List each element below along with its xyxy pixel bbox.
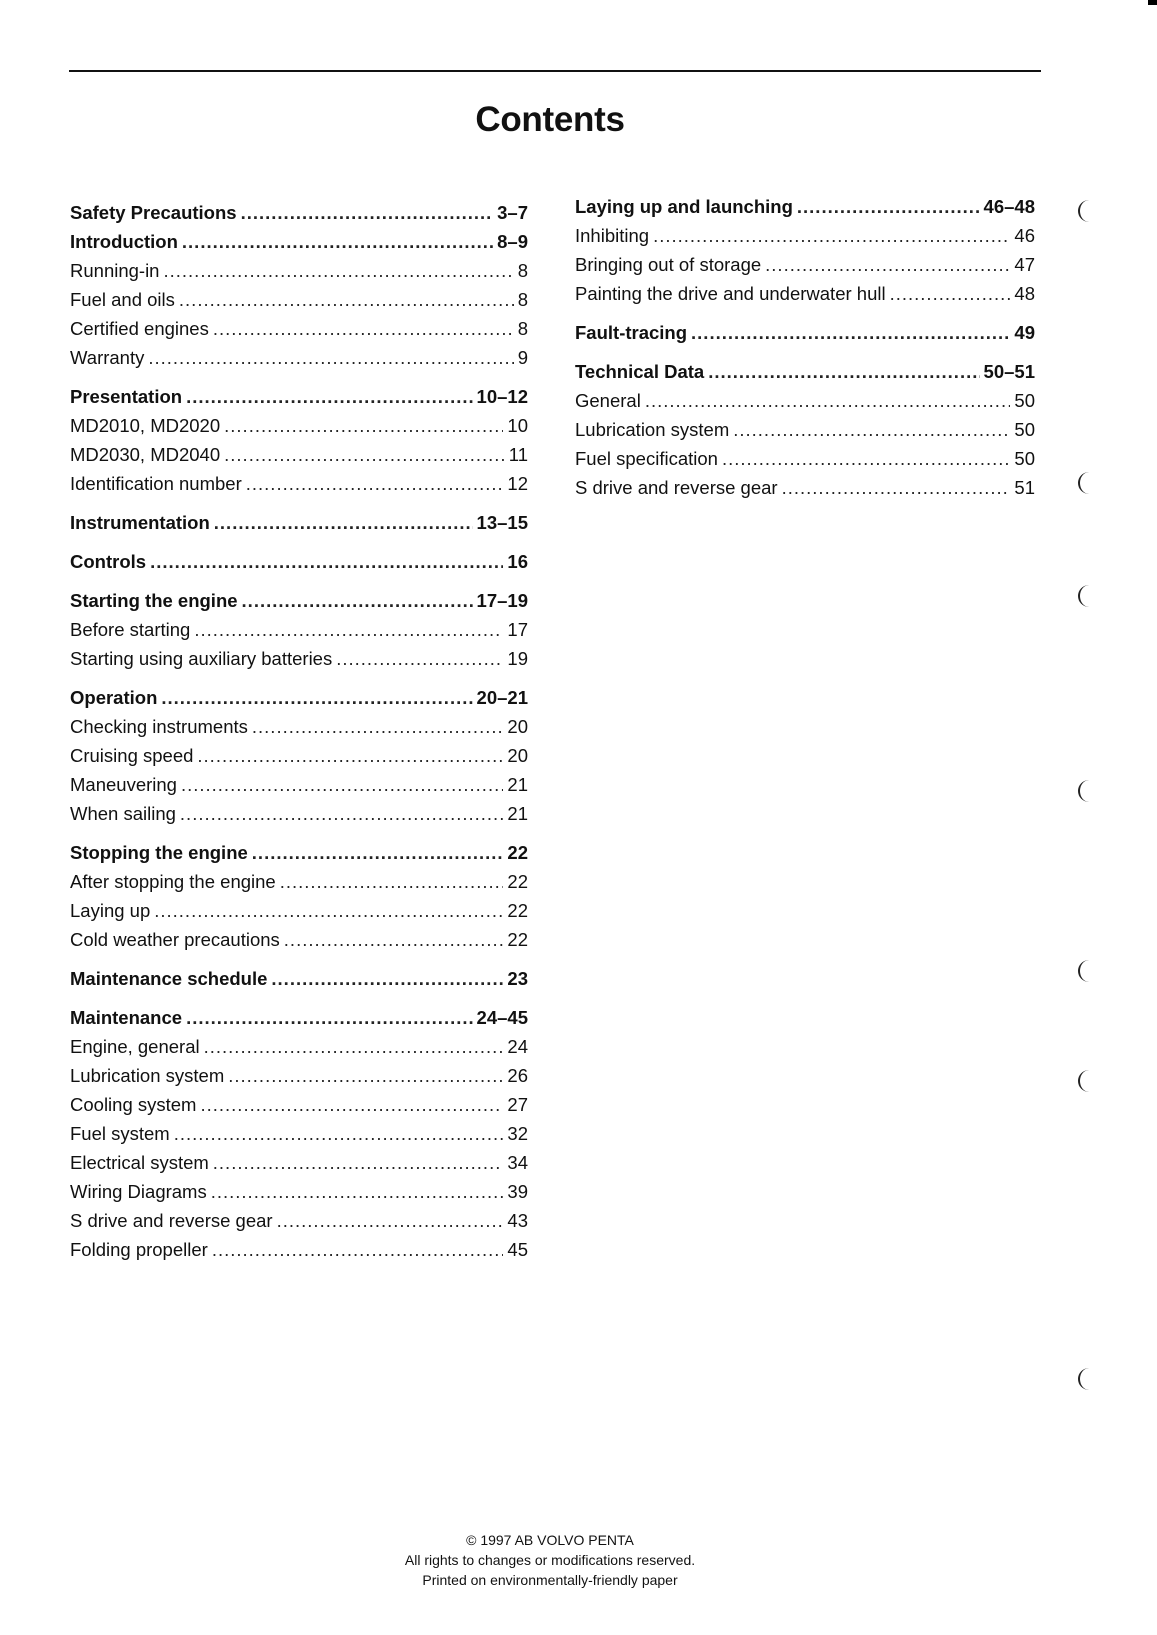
toc-page-number: 26: [507, 1065, 528, 1086]
scan-corner-mark: [1148, 0, 1157, 5]
toc-label: S drive and reverse gear: [575, 477, 778, 498]
toc-page-number: 17–19: [476, 590, 528, 611]
toc-leader-dots: [280, 867, 504, 896]
binder-hole-mark: [1078, 472, 1090, 494]
toc-label: Fuel system: [70, 1123, 170, 1144]
toc-page-number: 3–7: [497, 202, 528, 223]
toc-label: Electrical system: [70, 1152, 209, 1173]
toc-page-number: 13–15: [476, 512, 528, 533]
toc-page-number: 11: [508, 444, 528, 465]
toc-page-number: 27: [507, 1094, 528, 1115]
toc-page-number: 10–12: [476, 386, 528, 407]
toc-page-number: 50: [1014, 419, 1035, 440]
toc-page-number: 21: [507, 803, 528, 824]
toc-entry: [70, 712, 528, 741]
toc-entry: [70, 343, 528, 372]
toc-group: [575, 357, 1035, 502]
toc-page-number: 46: [1014, 225, 1035, 246]
toc-heading: [70, 198, 528, 227]
toc-entry: [70, 285, 528, 314]
toc-leader-dots: [252, 838, 504, 867]
toc-entry: [575, 444, 1035, 473]
toc-page-number: 16: [507, 551, 528, 572]
toc-label: Introduction: [70, 231, 178, 252]
toc-page-number: 22: [507, 900, 528, 921]
toc-page-number: 22: [507, 871, 528, 892]
toc-leader-dots: [691, 318, 1010, 347]
toc-page-number: 51: [1014, 477, 1035, 498]
footer: [0, 1530, 1100, 1590]
toc-leader-dots: [211, 1177, 504, 1206]
toc-page-number: 45: [507, 1239, 528, 1260]
footer-paper: Printed on environmentally-friendly paper: [422, 1572, 678, 1588]
toc-leader-dots: [186, 382, 472, 411]
toc-label: Lubrication system: [70, 1065, 225, 1086]
binder-hole-mark: [1078, 585, 1090, 607]
toc-entry: [70, 1032, 528, 1061]
toc-leader-dots: [708, 357, 979, 386]
toc-leader-dots: [797, 192, 980, 221]
toc-label: S drive and reverse gear: [70, 1210, 273, 1231]
toc-page-number: 8: [517, 260, 528, 281]
toc-entry: [70, 411, 528, 440]
toc-page-number: 48: [1014, 283, 1035, 304]
toc-page-number: 20: [507, 745, 528, 766]
toc-page-number: 34: [507, 1152, 528, 1173]
toc-heading: [70, 547, 528, 576]
toc-leader-dots: [722, 444, 1010, 473]
toc-page-number: 49: [1014, 322, 1035, 343]
toc-leader-dots: [241, 198, 494, 227]
binder-hole-mark: [1078, 1368, 1090, 1390]
toc-right-column: [575, 192, 1035, 512]
toc-group: [70, 547, 528, 576]
toc-entry: [575, 250, 1035, 279]
toc-leader-dots: [224, 411, 503, 440]
toc-leader-dots: [213, 1148, 504, 1177]
toc-leader-dots: [246, 469, 504, 498]
toc-label: Controls: [70, 551, 147, 572]
toc-leader-dots: [653, 221, 1010, 250]
toc-group: [70, 1003, 528, 1264]
footer-copyright: © 1997 AB VOLVO PENTA: [466, 1532, 634, 1548]
toc-label: Presentation: [70, 386, 183, 407]
toc-label: Warranty: [70, 347, 145, 368]
toc-group: [70, 586, 528, 673]
toc-leader-dots: [182, 227, 493, 256]
toc-page-number: 32: [507, 1123, 528, 1144]
toc-leader-dots: [228, 1061, 503, 1090]
binder-hole-mark: [1078, 1070, 1090, 1092]
toc-entry: [70, 256, 528, 285]
toc-label: Technical Data: [575, 361, 705, 382]
toc-leader-dots: [277, 1206, 504, 1235]
toc-label: Cruising speed: [70, 745, 194, 766]
toc-heading: [70, 227, 528, 256]
toc-entry: [70, 314, 528, 343]
toc-leader-dots: [179, 285, 514, 314]
toc-group: [70, 683, 528, 828]
toc-leader-dots: [284, 925, 504, 954]
toc-page-number: 39: [507, 1181, 528, 1202]
toc-entry: [70, 799, 528, 828]
toc-page-number: 21: [507, 774, 528, 795]
toc-leader-dots: [212, 1235, 504, 1264]
toc-heading: [575, 357, 1035, 386]
toc-label: MD2010, MD2020: [70, 415, 221, 436]
toc-page-number: 22: [507, 929, 528, 950]
toc-heading: [70, 683, 528, 712]
toc-leader-dots: [180, 799, 504, 828]
toc-leader-dots: [150, 547, 503, 576]
toc-label: Fault-tracing: [575, 322, 688, 343]
toc-entry: [70, 1177, 528, 1206]
toc-label: After stopping the engine: [70, 871, 276, 892]
toc-label: Instrumentation: [70, 512, 210, 533]
toc-label: Certified engines: [70, 318, 209, 339]
toc-label: When sailing: [70, 803, 176, 824]
toc-page-number: 8: [517, 289, 528, 310]
toc-label: Lubrication system: [575, 419, 730, 440]
toc-page-number: 50: [1014, 448, 1035, 469]
toc-page-number: 46–48: [983, 196, 1035, 217]
toc-heading: [70, 1003, 528, 1032]
toc-page-number: 20: [507, 716, 528, 737]
toc-entry: [70, 867, 528, 896]
toc-group: [70, 838, 528, 954]
toc-group: [575, 318, 1035, 347]
toc-entry: [70, 770, 528, 799]
footer-rights: All rights to changes or modifications reserved.: [404, 1552, 696, 1568]
toc-leader-dots: [197, 741, 503, 770]
toc-page-number: 12: [507, 473, 528, 494]
toc-page-number: 43: [507, 1210, 528, 1231]
toc-entry: [70, 1061, 528, 1090]
toc-label: Bringing out of storage: [575, 254, 762, 275]
toc-leader-dots: [252, 712, 504, 741]
toc-leader-dots: [174, 1119, 504, 1148]
toc-heading: [70, 508, 528, 537]
toc-label: Checking instruments: [70, 716, 248, 737]
toc-page-number: 9: [517, 347, 528, 368]
binder-hole-mark: [1078, 200, 1090, 222]
page-title: Contents: [475, 100, 625, 139]
toc-leader-dots: [213, 314, 514, 343]
toc-leader-dots: [194, 615, 503, 644]
toc-label: Safety Precautions: [70, 202, 237, 223]
toc-group: [575, 192, 1035, 308]
toc-label: Starting the engine: [70, 590, 238, 611]
toc-entry: [70, 1119, 528, 1148]
toc-label: Stopping the engine: [70, 842, 248, 863]
toc-leader-dots: [181, 770, 503, 799]
toc-label: Maintenance schedule: [70, 968, 268, 989]
toc-left-column: [70, 198, 528, 1274]
toc-leader-dots: [186, 1003, 472, 1032]
toc-page-number: 24: [507, 1036, 528, 1057]
toc-entry: [70, 1206, 528, 1235]
toc-label: Running-in: [70, 260, 160, 281]
toc-label: Fuel specification: [575, 448, 718, 469]
toc-page-number: 8: [517, 318, 528, 339]
toc-entry: [575, 415, 1035, 444]
toc-entry: [575, 473, 1035, 502]
toc-page-number: 17: [507, 619, 528, 640]
toc-page-number: 47: [1014, 254, 1035, 275]
toc-group: [70, 508, 528, 537]
toc-page-number: 20–21: [476, 687, 528, 708]
toc-entry: [70, 644, 528, 673]
toc-label: General: [575, 390, 641, 411]
toc-label: Starting using auxiliary batteries: [70, 648, 333, 669]
toc-leader-dots: [733, 415, 1010, 444]
toc-leader-dots: [214, 508, 473, 537]
toc-entry: [70, 741, 528, 770]
top-rule: [69, 70, 1041, 72]
toc-label: Inhibiting: [575, 225, 650, 246]
toc-label: Laying up: [70, 900, 151, 921]
toc-label: Fuel and oils: [70, 289, 175, 310]
toc-entry: [575, 386, 1035, 415]
toc-page-number: 22: [507, 842, 528, 863]
toc-label: Cooling system: [70, 1094, 197, 1115]
toc-label: Painting the drive and underwater hull: [575, 283, 886, 304]
toc-entry: [575, 221, 1035, 250]
toc-label: Operation: [70, 687, 158, 708]
toc-label: Folding propeller: [70, 1239, 208, 1260]
toc-entry: [575, 279, 1035, 308]
toc-leader-dots: [645, 386, 1011, 415]
toc-page-number: 8–9: [497, 231, 528, 252]
toc-heading: [70, 838, 528, 867]
toc-leader-dots: [154, 896, 503, 925]
toc-heading: [70, 586, 528, 615]
toc-entry: [70, 1235, 528, 1264]
toc-leader-dots: [271, 964, 503, 993]
toc-heading: [575, 192, 1035, 221]
toc-entry: [70, 615, 528, 644]
toc-heading: [70, 382, 528, 411]
toc-entry: [70, 440, 528, 469]
toc-entry: [70, 469, 528, 498]
toc-leader-dots: [200, 1090, 503, 1119]
toc-page-number: 24–45: [476, 1007, 528, 1028]
toc-leader-dots: [204, 1032, 504, 1061]
toc-leader-dots: [161, 683, 472, 712]
toc-label: MD2030, MD2040: [70, 444, 221, 465]
toc-leader-dots: [224, 440, 505, 469]
toc-group: [70, 198, 528, 372]
toc-entry: [70, 1090, 528, 1119]
toc-label: Before starting: [70, 619, 191, 640]
toc-label: Maintenance: [70, 1007, 183, 1028]
toc-page-number: 50: [1014, 390, 1035, 411]
toc-leader-dots: [782, 473, 1011, 502]
toc-heading: [575, 318, 1035, 347]
toc-page-number: 10: [507, 415, 528, 436]
toc-leader-dots: [336, 644, 503, 673]
toc-label: Wiring Diagrams: [70, 1181, 207, 1202]
toc-leader-dots: [890, 279, 1011, 308]
toc-label: Cold weather precautions: [70, 929, 280, 950]
toc-entry: [70, 1148, 528, 1177]
toc-leader-dots: [765, 250, 1010, 279]
toc-heading: [70, 964, 528, 993]
toc-leader-dots: [242, 586, 473, 615]
toc-entry: [70, 925, 528, 954]
toc-label: Laying up and launching: [575, 196, 793, 217]
toc-page-number: 50–51: [983, 361, 1035, 382]
toc-page-number: 19: [507, 648, 528, 669]
toc-label: Identification number: [70, 473, 242, 494]
toc-label: Maneuvering: [70, 774, 177, 795]
toc-entry: [70, 896, 528, 925]
toc-leader-dots: [148, 343, 513, 372]
toc-group: [70, 382, 528, 498]
toc-page-number: 23: [507, 968, 528, 989]
toc-label: Engine, general: [70, 1036, 200, 1057]
toc-group: [70, 964, 528, 993]
binder-hole-mark: [1078, 960, 1090, 982]
toc-leader-dots: [163, 256, 513, 285]
binder-hole-mark: [1078, 780, 1090, 802]
